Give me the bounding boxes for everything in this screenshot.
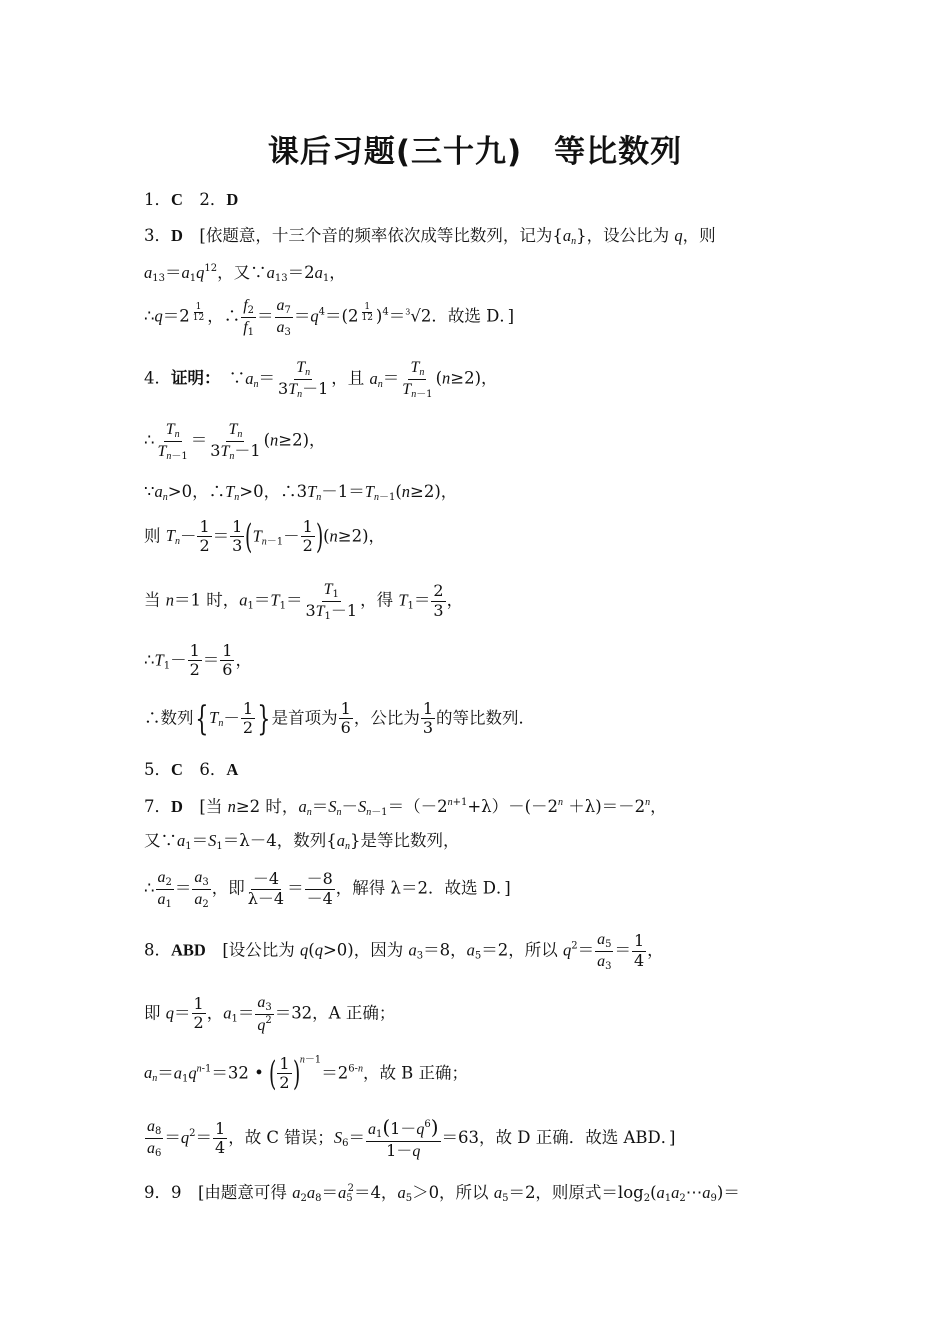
answer-8-line-d: $\frac{a_8}{a_6}$ $=q^2=$ $\frac{1}{4}$ ，故 C 错误；$S_6=$ $\frac{a_1(1-q^6)}{1-q}$ ＝63，故 D 正确．故选 ABD．] — [147, 1115, 676, 1160]
answer-4-line-g: ∴数列{$T_n-$ $\frac{1}{2}$ }是首项为 $\frac{1}{6}$ ，公比为 $\frac{1}{3}$ 的等比数列． — [144, 698, 536, 739]
answer-8-line-a: 8．ABD [设公比为 q(q>0)，因为 $a_3=8$，$a_5=2$，所以 $q^2=$ $\frac{a_5}{a_3}$ ＝ $\frac{1}{4}$ ， — [144, 931, 664, 972]
answer-4-line-e: 当 n＝1 时，$a_1=T_1=$ $\frac{T_1}{3T_1-1}$ ，得 $T_1=$ $\frac{2}{3}$ ， — [144, 581, 464, 622]
answer-line-1-2: 1．C 2．D — [144, 190, 239, 209]
answer-7-line-b: 又$\because a_1=S_1=\lambda-4$，数列$\{a_n\}$是等比数列， — [144, 831, 460, 852]
answer-3-line-b: $a_{13}=a_1q^{12}$，又$\because a_{13}=2a_1$， — [144, 263, 346, 284]
answer-8-line-b: 即 q＝ $\frac{1}{2}$ ，$a_1=$ $\frac{a_3}{q^2}$ ＝32，A 正确； — [144, 994, 396, 1034]
answer-7-line-a: 7．D [当 n≥2 时，$a_n=S_n-S_{n-1}=(-2^{n+1}+\lambda)-(-2^n +\lambda)=-2^n$， — [144, 797, 667, 818]
answer-3-line-c: ∴q＝2 $^{\frac{1}{12}}$ ，∴ $\frac{f_2}{f_1}$ ＝ $\frac{a_7}{a_3}$ $=q^4=(2$ $^{\frac{1}{12}}$ )$^4$＝$^3$√2．故选 D．] — [144, 297, 515, 338]
page-title: 课后习题(三十九) 等比数列 — [267, 134, 683, 170]
answer-4-line-a: 4．证明： $\because a_n=$ $\frac{T_n}{3T_n-1}$ ，且 $a_n=$ $\frac{T_n}{T_{n-1}}$ (n≥2)， — [144, 359, 498, 400]
answer-9-line-a: 9．9 [由题意可得 $a_2a_8=a_5^2=4$，$a_5>0$，所以 $a_5=2$，则原式$=\log_2(a_1a_2\cdots a_9)=$ — [144, 1183, 740, 1204]
answer-4-line-b: ∴ $\frac{T_n}{T_{n-1}}$ ＝ $\frac{T_n}{3T_n-1}$ (n≥2)， — [144, 421, 326, 462]
answer-3-line-a: 3．D [依题意，十三个音的频率依次成等比数列，记为$\{a_n\}$，设公比为 q，则 — [144, 226, 716, 247]
answer-4-line-f: $\therefore T_1-$ $\frac{1}{2}$ ＝ $\frac{1}{6}$ ， — [144, 641, 252, 680]
answer-8-line-c: $a_n=a_1q^{n-1}=32$ • ( $\frac{1}{2}$ )$^{n-1}=2^{6-n}$，故 B 正确； — [144, 1053, 469, 1094]
answer-line-5-6: 5．C 6．A — [144, 760, 239, 779]
answer-7-line-c: ∴ $\frac{a_2}{a_1}$ ＝ $\frac{a_3}{a_2}$ ，即 $\frac{-4}{\lambda-4}$ ＝ $\frac{-8}{-4}$ ，解得 λ＝2．故选 D．] — [144, 869, 511, 910]
answer-4-line-d: 则 $T_n-$ $\frac{1}{2}$ ＝ $\frac{1}{3}$ ($T_{n-1}-$ $\frac{1}{2}$ )(n≥2)， — [144, 516, 386, 557]
answer-4-line-c: $\because a_n>0$，$\therefore T_n>0$，$\therefore 3T_n-1=T_{n-1}(n\ge 2)$， — [144, 482, 458, 503]
